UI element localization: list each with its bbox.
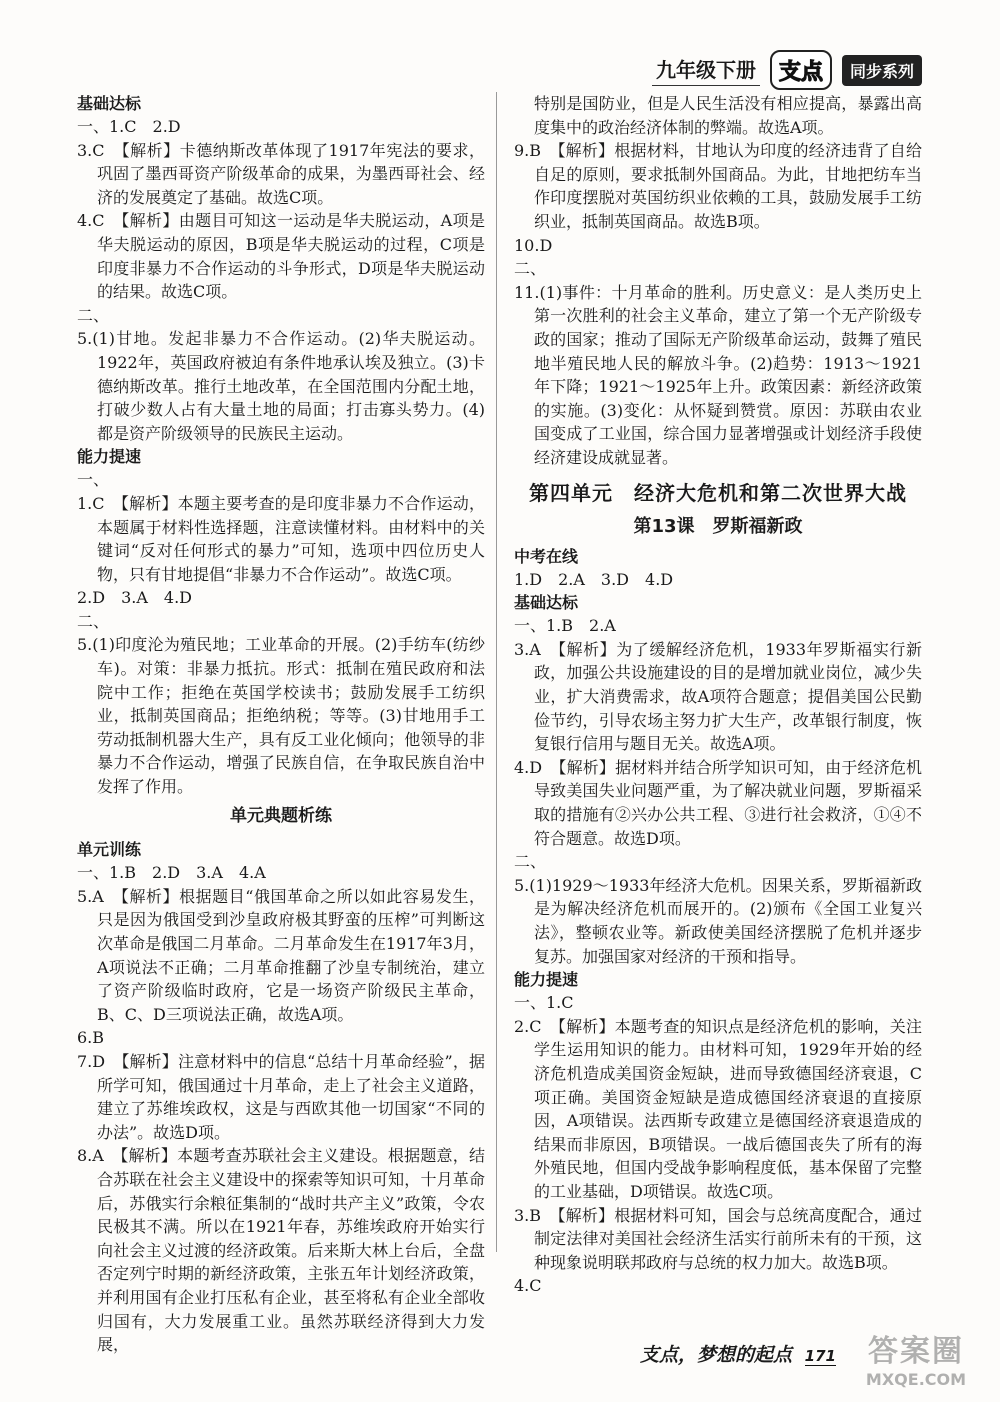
unit-title: 第四单元 经济大危机和第二次世界大战 — [529, 480, 907, 505]
answer-item: 3.C 【解析】卡德纳斯改革体现了1917年宪法的要求，巩固了墨西哥资产阶级革命的成果，为墨西哥社会、经济的发展奠定了基础。故选C项。 — [77, 140, 485, 207]
answer-item: 3.B 【解析】根据材料可知，国会与总统高度配合，通过制定法律对美国社会经济生活实行前所未有的干预，这种现象说明联邦政府与总统的权力加大。故选B项。 — [514, 1205, 922, 1272]
watermark-url: MXQE.COM — [865, 1369, 967, 1389]
answer-item: 一、 — [77, 470, 110, 490]
section-heading: 能力提速 — [514, 970, 579, 990]
answer-item: 一、1.B 2.D 3.A 4.A — [77, 863, 266, 883]
answer-item: 二、 — [77, 611, 110, 631]
page-number: 171 — [804, 1347, 836, 1365]
lesson-title: 第13课 罗斯福新政 — [633, 516, 803, 538]
section-heading: 基础达标 — [514, 593, 579, 613]
section-heading: 单元训练 — [77, 840, 142, 860]
answer-item: 3.A 【解析】为了缓解经济危机，1933年罗斯福实行新政，加强公共设施建设的目的是增加就业岗位，减少失业，扩大消费需求，故A项符合题意；提倡美国公民勤俭节约，引导农场主努力扩大生产，改革银行制度，恢复银行信用与题目无关。故选A项。 — [514, 639, 922, 754]
section-heading: 能力提速 — [77, 447, 142, 467]
grade-label: 九年级下册 — [652, 54, 760, 86]
right-column — [514, 92, 922, 1298]
watermark-logo — [846, 1328, 986, 1389]
answer-item: 10.D — [514, 235, 553, 255]
answer-item: 一、1.C 2.D — [77, 117, 181, 136]
column-divider — [496, 92, 497, 1252]
answer-item: 二、 — [77, 305, 110, 325]
brand-logo: 支点 — [770, 50, 832, 90]
section-heading: 基础达标 — [77, 94, 142, 113]
answer-item: 5.(1)甘地。发起非暴力不合作运动。(2)华夫脱运动。1922年，英国政府被迫有条件地承认埃及独立。(3)卡德纳斯改革。推行土地改革，在全国范围内分配土地，打破少数人占有大量土地的局面；打击寡头势力。(4)都是资产阶级领导的民族民主运动。 — [77, 329, 485, 443]
series-badge: 同步系列 — [842, 55, 922, 86]
footer-slogan: 支点，梦想的起点 — [640, 1344, 793, 1366]
unit-review-title: 单元典题析练 — [230, 805, 332, 826]
answer-item: 2.C 【解析】本题考查的知识点是经济危机的影响，关注学生运用知识的能力。由材料可知，1929年开始的经济危机造成美国资金短缺，进而导致德国经济衰退，C项正确。美国资金短缺是造成德国经济衰退的直接原因，A项错误。法西斯专政建立是德国经济衰退造成的结果而非原因，B项错误。一战后德国丧失了所有的海外殖民地，但国内受战争影响程度低，基本保留了完整的工业基础，D项错误。故选C项。 — [514, 1016, 922, 1201]
page-header — [652, 50, 922, 90]
answer-item: 5.A 【解析】根据题目“俄国革命之所以如此容易发生，只是因为俄国受到沙皇政府极其野蛮的压榨”可判断这次革命是俄国二月革命。二月革命发生在1917年3月，A项说法不正确；二月革命推翻了沙皇专制统治，建立了资产阶级临时政府，它是一场资产阶级民主革命，B、C、D三项说法正确，故选A项。 — [77, 886, 485, 1024]
answer-item: 6.B — [77, 1028, 105, 1048]
answer-item: 4.D 【解析】据材料并结合所学知识可知，由于经济危机导致美国失业问题严重，为了解决就业问题，罗斯福采取的措施有②兴办公共工程、③进行社会救济，①④不符合题意。故选D项。 — [514, 757, 922, 848]
answer-item: 1.C 【解析】本题主要考查的是印度非暴力不合作运动，本题属于材料性选择题，注意读懂材料。由材料中的关键词“反对任何形式的暴力”可知，选项中四位历史人物，只有甘地提倡“非暴力不合作运动”。故选C项。 — [77, 493, 485, 584]
watermark-text: 答案圈 — [868, 1333, 964, 1369]
answer-item: 2.D 3.A 4.D — [77, 588, 193, 608]
answer-item: 8.A 【解析】本题考查苏联社会主义建设。根据题意，结合苏联在社会主义建设中的探索等知识可知，十月革命后，苏俄实行余粮征集制的“战时共产主义”政策，令农民极其不满。所以在1921年春，苏维埃政府开始实行向社会主义过渡的经济政策。后来斯大林上台后，全盘否定列宁时期的新经济政策，主张五年计划经济政策，并利用国有企业打压私有企业，甚至将私有企业全部收归国有，大力发展重工业。虽然苏联经济得到大力发展， — [77, 1146, 485, 1355]
answer-item: 5.(1)1929～1933年经济大危机。因果关系，罗斯福新政是为解决经济危机而展开的。(2)颁布《全国工业复兴法》，整顿农业等。新政使美国经济摆脱了危机并逐步复苏。加强国家对经济的干预和指导。 — [514, 875, 922, 966]
answer-item: 4.C — [514, 1276, 542, 1296]
answer-item: 11.(1)事件：十月革命的胜利。历史意义：是人类历史上第一次胜利的社会主义革命，建立了第一个无产阶级专政的国家；推动了国际无产阶级革命运动，鼓舞了殖民地半殖民地人民的解放斗争。(2)趋势：1913～1921年下降；1921～1925年上升。政策因素：新经济政策的实施。(3)变化：从怀疑到赞赏。原因：苏联由农业国变成了工业国，综合国力显著增强或计划经济手段使经济建设成就显著。 — [514, 282, 922, 467]
answer-item: 9.B 【解析】根据材料，甘地认为印度的经济违背了自给自足的原则，要求抵制外国商品。为此，甘地把纺车当作印度摆脱对英国纺织业依赖的工具，鼓励发展手工纺织业，抵制英国商品。故选B项。 — [514, 141, 922, 231]
answer-item: 4.C 【解析】由题目可知这一运动是华夫脱运动，A项是华夫脱运动的原因，B项是华夫脱运动的过程，C项是印度非暴力不合作运动的斗争形式，D项是华夫脱运动的结果。故选C项。 — [77, 211, 485, 302]
section-heading: 中考在线 — [514, 546, 579, 566]
answer-item: 1.D 2.A 3.D 4.D — [514, 569, 674, 589]
answer-item-continued: 特别是国防业，但是人民生活没有相应提高，暴露出高度集中的政治经济体制的弊端。故选A项。 — [534, 94, 922, 137]
answer-item: 一、1.B 2.A — [514, 616, 616, 636]
page-footer — [640, 1340, 836, 1367]
answer-item: 二、 — [514, 852, 547, 872]
answer-item: 一、1.C — [514, 993, 574, 1013]
left-column — [77, 92, 485, 1357]
answer-item: 5.(1)印度沦为殖民地；工业革命的开展。(2)手纺车(纺纱车)。对策：非暴力抵抗。形式：抵制在殖民政府和法院中工作；拒绝在英国学校读书；鼓励发展手工纺织业，抵制英国商品；拒绝纳税；等等。(3)甘地用手工劳动抵制机器大生产，具有反工业化倾向；他领导的非暴力不合作运动，增强了民族自信，在争取民族自治中发挥了作用。 — [77, 635, 485, 797]
answer-item: 7.D 【解析】注意材料中的信息“总结十月革命经验”，据所学可知，俄国通过十月革命，走上了社会主义道路，建立了苏维埃政权，这是与西欧其他一切国家“不同的办法”。故选D项。 — [77, 1051, 485, 1142]
answer-item: 二、 — [514, 259, 547, 279]
